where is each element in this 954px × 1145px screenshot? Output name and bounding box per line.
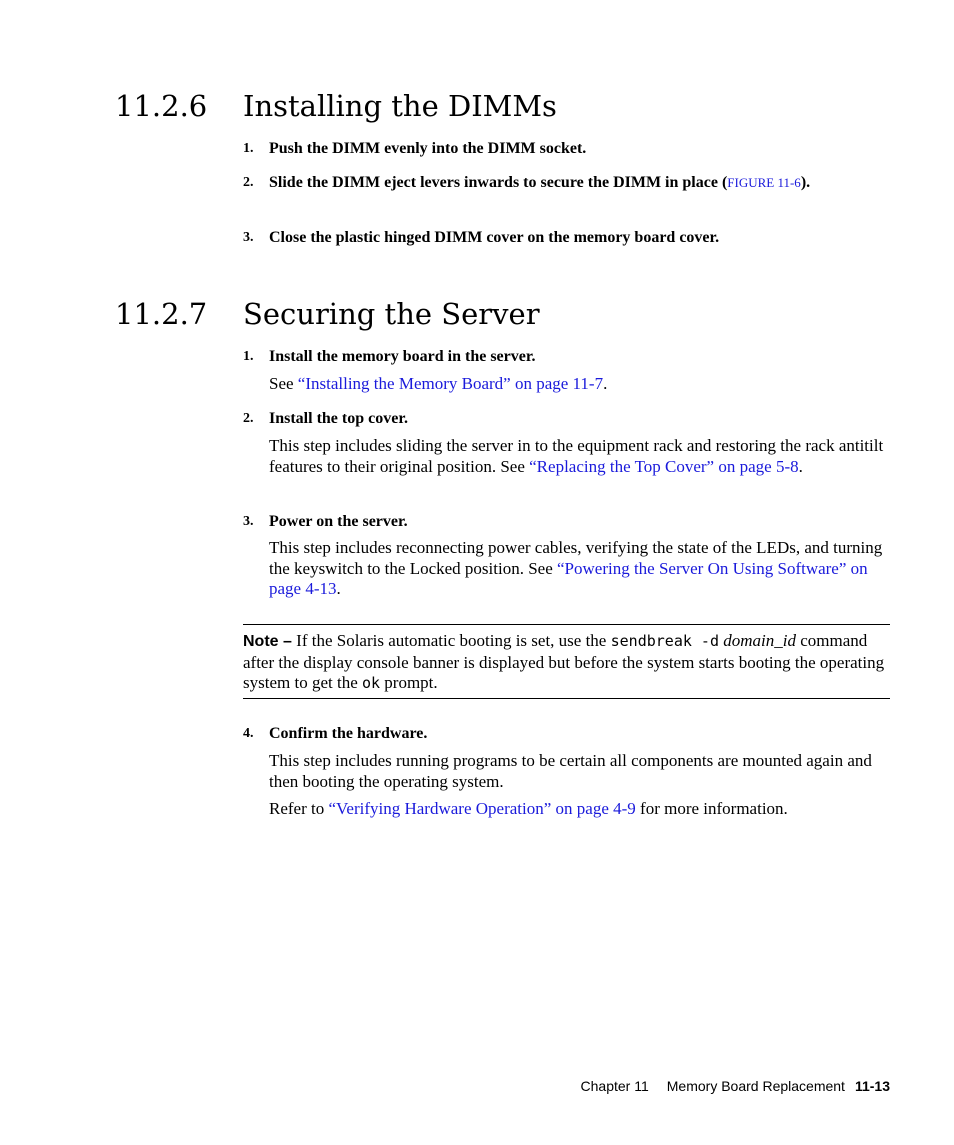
para-text: . <box>336 579 341 598</box>
para-text: . <box>798 456 803 476</box>
step-paragraph: This step includes running programs to be certain all components are mounted again and then booting the operating system. <box>269 751 872 791</box>
step-text: Confirm the hardware. <box>269 725 428 742</box>
step-1 <box>243 347 883 367</box>
step-paragraph <box>269 436 893 477</box>
step-text: Power on the server. <box>269 513 408 530</box>
note-text: command after the display console banner is displayed but before the system starts booting the operating system to get the <box>243 631 885 692</box>
step-text-after: ). <box>800 174 811 191</box>
step-3 <box>243 228 883 248</box>
para-text: Refer to <box>269 799 329 818</box>
page-number: 11-13 <box>854 1078 890 1094</box>
step-number: 3. <box>243 230 254 245</box>
cross-reference-link[interactable]: “Verifying Hardware Operation” on page 4-9 <box>328 799 636 818</box>
step-3 <box>243 512 883 532</box>
step-text: Install the top cover. <box>269 410 408 427</box>
cross-reference-link[interactable]: “Powering the Server On Using Software” on page 4-13 <box>269 558 868 598</box>
section-title: Installing the DIMMs <box>243 89 557 123</box>
note-box <box>243 631 891 694</box>
note-prompt: ok <box>361 674 381 692</box>
step-number: 1. <box>243 141 254 156</box>
note-command-arg: domain_id <box>723 631 796 650</box>
section-title: Securing the Server <box>243 297 540 331</box>
step-2 <box>243 409 883 429</box>
step-text: Install the memory board in the server. <box>269 348 536 365</box>
step-paragraph <box>269 799 893 820</box>
para-text: . <box>603 374 608 393</box>
section-number: 11.2.7 <box>115 297 208 331</box>
step-text: Push the DIMM evenly into the DIMM socket. <box>269 140 587 157</box>
note-text: prompt. <box>380 673 438 692</box>
footer-chapter-title: Memory Board Replacement <box>666 1078 845 1094</box>
para-text: for more information. <box>635 799 788 818</box>
figure-link[interactable]: FIGURE 11-6 <box>727 175 801 190</box>
step-number: 4. <box>243 726 254 741</box>
para-text: See <box>269 374 298 393</box>
step-text-before: Slide the DIMM eject levers inwards to secure the DIMM in place ( <box>269 174 728 191</box>
page-footer <box>581 1078 890 1094</box>
step-number: 2. <box>243 411 254 426</box>
note-text: If the Solaris automatic booting is set, use the <box>291 631 611 650</box>
para-text: This step includes sliding the server in to the equipment rack and restoring the rack antitilt features to their original position. See <box>269 436 884 476</box>
cross-reference-link[interactable]: “Installing the Memory Board” on page 11-7 <box>297 374 604 393</box>
step-4 <box>243 724 883 744</box>
step-number: 3. <box>243 514 254 529</box>
note-top-rule <box>243 624 890 625</box>
para-text: This step includes reconnecting power cables, verifying the state of the LEDs, and turning the keyswitch to the Locked position. See <box>269 538 883 578</box>
note-bottom-rule <box>243 698 890 699</box>
step-paragraph <box>269 538 893 600</box>
cross-reference-link[interactable]: “Replacing the Top Cover” on page 5-8 <box>529 456 799 476</box>
step-2 <box>243 173 883 193</box>
step-text <box>243 173 883 193</box>
step-text: Close the plastic hinged DIMM cover on the memory board cover. <box>269 229 720 246</box>
note-command: sendbreak -d <box>610 632 719 650</box>
step-number: 2. <box>243 175 254 190</box>
section-number: 11.2.6 <box>115 89 208 123</box>
step-1 <box>243 139 883 159</box>
footer-chapter: Chapter 11 <box>580 1078 649 1094</box>
step-number: 1. <box>243 349 254 364</box>
step-paragraph <box>269 374 893 395</box>
note-label: Note – <box>243 633 292 650</box>
